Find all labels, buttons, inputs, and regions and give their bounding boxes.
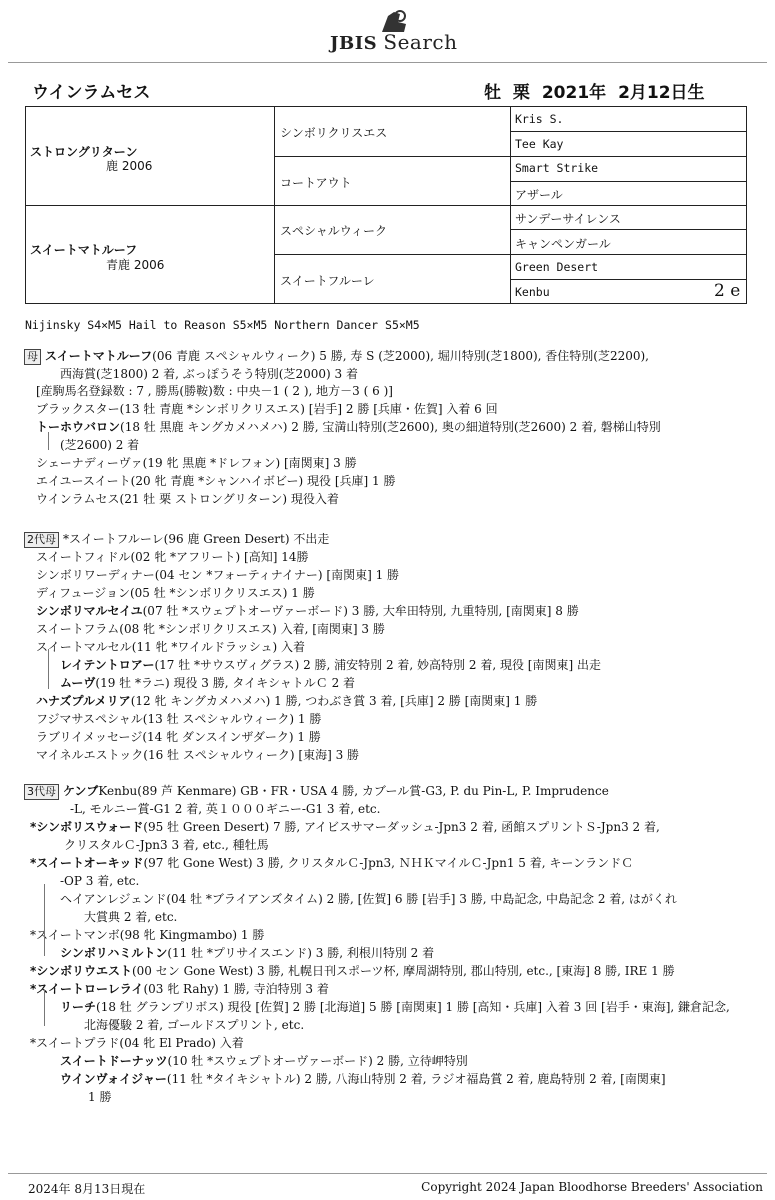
line-text: (18 牡 黒鹿 キングカメハメハ) 2 勝, 宝満山特別(芝2600), 奥の細道特別(芝2600) 2 着, 磐梯山特別 xyxy=(120,420,661,434)
line-text: (11 牡 *タイキシャトル) 2 勝, 八海山特別 2 着, ラジオ福島賞 2 着, 鹿島特別 2 着, [南関東] xyxy=(166,1072,666,1086)
line-text: *スイートマンボ(98 牝 Kingmambo) 1 勝 xyxy=(30,928,265,942)
horse-link[interactable]: シンボリマルセイユ xyxy=(36,604,143,618)
family-line xyxy=(70,800,380,817)
line-text: 北海優駿 2 着, ゴールドスプリント, etc. xyxy=(84,1018,305,1032)
line-text: (03 牝 Rahy) 1 勝, 寺泊特別 3 着 xyxy=(143,982,329,996)
pedigree-sire-detail: 鹿 2006 xyxy=(106,159,153,173)
line-text: 大賞典 2 着, etc. xyxy=(84,910,178,924)
family-line xyxy=(36,418,661,435)
horse-link[interactable]: ウインヴォイジャー xyxy=(60,1072,167,1086)
horse-link[interactable]: スイートドーナッツ xyxy=(60,1054,168,1068)
family-line xyxy=(36,746,359,763)
family-line xyxy=(36,400,498,417)
pedigree-ss[interactable]: シンボリクリスエス xyxy=(280,126,388,140)
line-text: スイートマルセル(11 牝 *ワイルドラッシュ) 入着 xyxy=(36,640,305,654)
horse-link[interactable]: *スイートオーキッド xyxy=(30,856,144,870)
family-line xyxy=(84,1016,304,1033)
copyright: Copyright 2024 Japan Bloodhorse Breeders' Association xyxy=(421,1180,763,1194)
line-text: スイートフィドル(02 牝 *アフリート) [高知] 14勝 xyxy=(36,550,309,564)
pedigree-g3[interactable]: Smart Strike xyxy=(515,161,599,175)
horse-link[interactable]: リーチ xyxy=(60,1000,97,1014)
family-line xyxy=(36,472,395,489)
line-text: 1 勝 xyxy=(88,1090,112,1104)
pedigree-dam-detail: 青鹿 2006 xyxy=(106,258,165,272)
pedigree-g7[interactable]: Green Desert xyxy=(515,260,599,274)
line-text: 西海賞(芝1800) 2 着, ぶっぽうそう特別(芝2000) 3 着 xyxy=(60,367,358,381)
generation-tag: 2代母 xyxy=(24,532,59,548)
line-text: (18 牡 グランプリボス) 現役 [佐賀] 2 勝 [北海道] 5 勝 [南関東] 1 勝 [高知・兵庫] 入着 3 回 [岩手・東海], 鎌倉記念, xyxy=(96,1000,730,1014)
horse-link[interactable]: シンボリハミルトン xyxy=(60,946,168,960)
line-text: (06 青鹿 スペシャルウィーク) 5 勝, 寿 S (芝2000), 堀川特別(芝1800), 香住特別(芝2200), xyxy=(152,349,649,363)
horse-link[interactable]: ハナズプルメリア xyxy=(36,694,131,708)
family-line xyxy=(36,382,393,399)
family-line xyxy=(36,602,579,619)
line-text: エイユースイート(20 牝 青鹿 *シャンハイボビー) 現役 [兵庫] 1 勝 xyxy=(36,474,396,488)
family-line xyxy=(30,854,633,871)
family-line xyxy=(64,836,269,853)
horse-info: 牡 栗 2021年 2月12日生 xyxy=(484,83,705,103)
line-text: (17 牡 *サウスヴィグラス) 2 勝, 浦安特別 2 着, 妙高特別 2 着, 現役 [南関東] 出走 xyxy=(154,658,601,672)
line-text: (95 牡 Green Desert) 7 勝, アイビスサマーダッシュ-Jpn3 2 着, 函館スプリントＳ-Jpn3 2 着, xyxy=(143,820,660,834)
family-line xyxy=(60,436,139,453)
pedigree-g8[interactable]: Kenbu xyxy=(515,285,550,299)
family-line xyxy=(36,454,357,471)
family-line xyxy=(36,728,321,745)
family-line xyxy=(30,818,660,835)
family-line xyxy=(30,962,675,979)
pedigree-g5[interactable]: サンデーサイレンス xyxy=(515,212,621,226)
line-text: ウインラムセス(21 牡 栗 ストロングリターン) 現役入着 xyxy=(36,492,339,506)
pedigree-sd[interactable]: コートアウト xyxy=(280,176,352,190)
pedigree-g6[interactable]: キャンペンガール xyxy=(515,237,611,251)
family-line xyxy=(60,1052,468,1069)
family-line xyxy=(30,980,329,997)
line-text: (07 牡 *スウェプトオーヴァーボード) 3 勝, 大牟田特別, 九重特別, [南関東] 8 勝 xyxy=(142,604,579,618)
family-line xyxy=(24,347,649,365)
line-text: ブラックスター(13 牡 青鹿 *シンボリクリスエス) [岩手] 2 勝 [兵庫・佐賀] 入着 6 回 xyxy=(36,402,498,416)
line-text: *スイートフルーレ(96 鹿 Green Desert) 不出走 xyxy=(63,532,330,546)
family-line xyxy=(60,872,139,889)
line-text: シェーナディーヴァ(19 牝 黒鹿 *ドレフォン) [南関東] 3 勝 xyxy=(36,456,357,470)
pedigree-dam[interactable]: スイートマトルーフ xyxy=(30,243,138,257)
family-line xyxy=(24,782,609,800)
as-of-date: 2024年 8月13日現在 xyxy=(28,1182,146,1196)
family-line xyxy=(60,1070,666,1087)
family-line xyxy=(60,890,677,907)
family-line xyxy=(36,710,321,727)
family-line xyxy=(36,584,315,601)
pedigree-ds[interactable]: スペシャルウィーク xyxy=(280,224,388,238)
horse-link[interactable]: スイートマトルーフ xyxy=(45,349,153,363)
line-text: シンボリワーディナー(04 セン *フォーティナイナー) [南関東] 1 勝 xyxy=(36,568,400,582)
family-line xyxy=(36,566,399,583)
family-line xyxy=(30,1034,244,1051)
line-text: (10 牡 *スウェプトオーヴァーボード) 2 勝, 立待岬特別 xyxy=(167,1054,468,1068)
family-line xyxy=(36,638,305,655)
line-text: (11 牡 *プリサイスエンド) 3 勝, 利根川特別 2 着 xyxy=(167,946,435,960)
horse-link[interactable]: *シンボリスウォード xyxy=(30,820,144,834)
pedigree-dd[interactable]: スイートフルーレ xyxy=(280,274,375,288)
generation-tag: 3代母 xyxy=(24,784,59,800)
line-text: *スイートプラド(04 牝 El Prado) 入着 xyxy=(30,1036,244,1050)
line-text: フジマサスペシャル(13 牡 スペシャルウィーク) 1 勝 xyxy=(36,712,322,726)
horse-link[interactable]: レイテントロアー xyxy=(60,658,155,672)
line-text: ラブリイメッセージ(14 牝 ダンスインザダーク) 1 勝 xyxy=(36,730,321,744)
horse-link[interactable]: *シンボリウエスト xyxy=(30,964,132,978)
horse-link[interactable]: *スイートローレライ xyxy=(30,982,144,996)
family-line xyxy=(84,908,177,925)
line-text: スイートフラム(08 牝 *シンボリクリスエス) 入着, [南関東] 3 勝 xyxy=(36,622,385,636)
line-text: ヘイアンレジェンド(04 牡 *ブライアンズタイム) 2 勝, [佐賀] 6 勝 [岩手] 3 勝, 中島記念, 中島記念 2 着, はがくれ xyxy=(60,892,677,906)
line-text: [産駒馬名登録数 : 7 , 勝馬(勝鞍)数 : 中央－1 ( 2 ), 地方－3 ( 6 )] xyxy=(36,384,393,398)
pedigree-sire[interactable]: ストロングリターン xyxy=(30,145,138,159)
family-line xyxy=(60,944,434,961)
jbis-search-logo[interactable] xyxy=(330,8,460,54)
family-line xyxy=(60,365,358,382)
line-text: ディフュージョン(05 牡 *シンボリクリスエス) 1 勝 xyxy=(36,586,315,600)
horse-link[interactable]: ムーヴ xyxy=(60,676,96,690)
family-line xyxy=(36,692,537,709)
inbreeding-info: Nijinsky S4×M5 Hail to Reason S5×M5 Northern Dancer S5×M5 xyxy=(25,318,420,332)
line-text: クリスタルＣ-Jpn3 3 着, etc., 種牡馬 xyxy=(64,838,269,852)
line-text: マイネルエストック(16 牡 スペシャルウィーク) [東海] 3 勝 xyxy=(36,748,360,762)
line-text: (19 牡 *ラニ) 現役 3 勝, タイキシャトルＣ 2 着 xyxy=(95,676,356,690)
pedigree-g2[interactable]: Tee Kay xyxy=(515,137,564,151)
horse-link[interactable]: ケンブ xyxy=(63,784,99,798)
family-line xyxy=(36,620,385,637)
family-line xyxy=(24,530,329,548)
horse-name: ウインラムセス xyxy=(32,83,151,103)
pedigree-table xyxy=(25,106,747,304)
family-line xyxy=(88,1088,111,1105)
line-text: -L, モルニー賞-G1 2 着, 英１０００ギニー-G1 3 着, etc. xyxy=(70,802,381,816)
generation-tag: 母 xyxy=(24,349,41,365)
line-text: (芝2600) 2 着 xyxy=(60,438,140,452)
family-line xyxy=(30,926,264,943)
line-text: Kenbu(89 芦 Kenmare) GB・FR・USA 4 勝, カブール賞-G3, P. du Pin-L, P. Imprudence xyxy=(98,784,609,798)
line-text: (12 牝 キングカメハメハ) 1 勝, つわぶき賞 3 着, [兵庫] 2 勝 [南関東] 1 勝 xyxy=(130,694,538,708)
logo-text: JBIS Search xyxy=(330,30,458,54)
family-number: 2 e xyxy=(714,281,741,301)
footer-divider xyxy=(8,1173,767,1174)
family-line xyxy=(60,674,355,691)
line-text: -OP 3 着, etc. xyxy=(60,874,140,888)
family-line xyxy=(60,998,730,1015)
family-line xyxy=(36,548,309,565)
line-text: (00 セン Gone West) 3 勝, 札幌日刊スポーツ杯, 摩周湖特別, 郡山特別, etc., [東海] 8 勝, IRE 1 勝 xyxy=(131,964,675,978)
family-line xyxy=(36,490,339,507)
pedigree-g4[interactable]: アザール xyxy=(515,188,563,202)
pedigree-g1[interactable]: Kris S. xyxy=(515,112,564,126)
horse-link[interactable]: トーホウバロン xyxy=(36,420,121,434)
family-line xyxy=(60,656,601,673)
line-text: (97 牝 Gone West) 3 勝, クリスタルＣ-Jpn3, ＮＨＫマイルＣ-Jpn1 5 着, キーンランドＣ xyxy=(143,856,634,870)
header-divider xyxy=(8,62,767,63)
